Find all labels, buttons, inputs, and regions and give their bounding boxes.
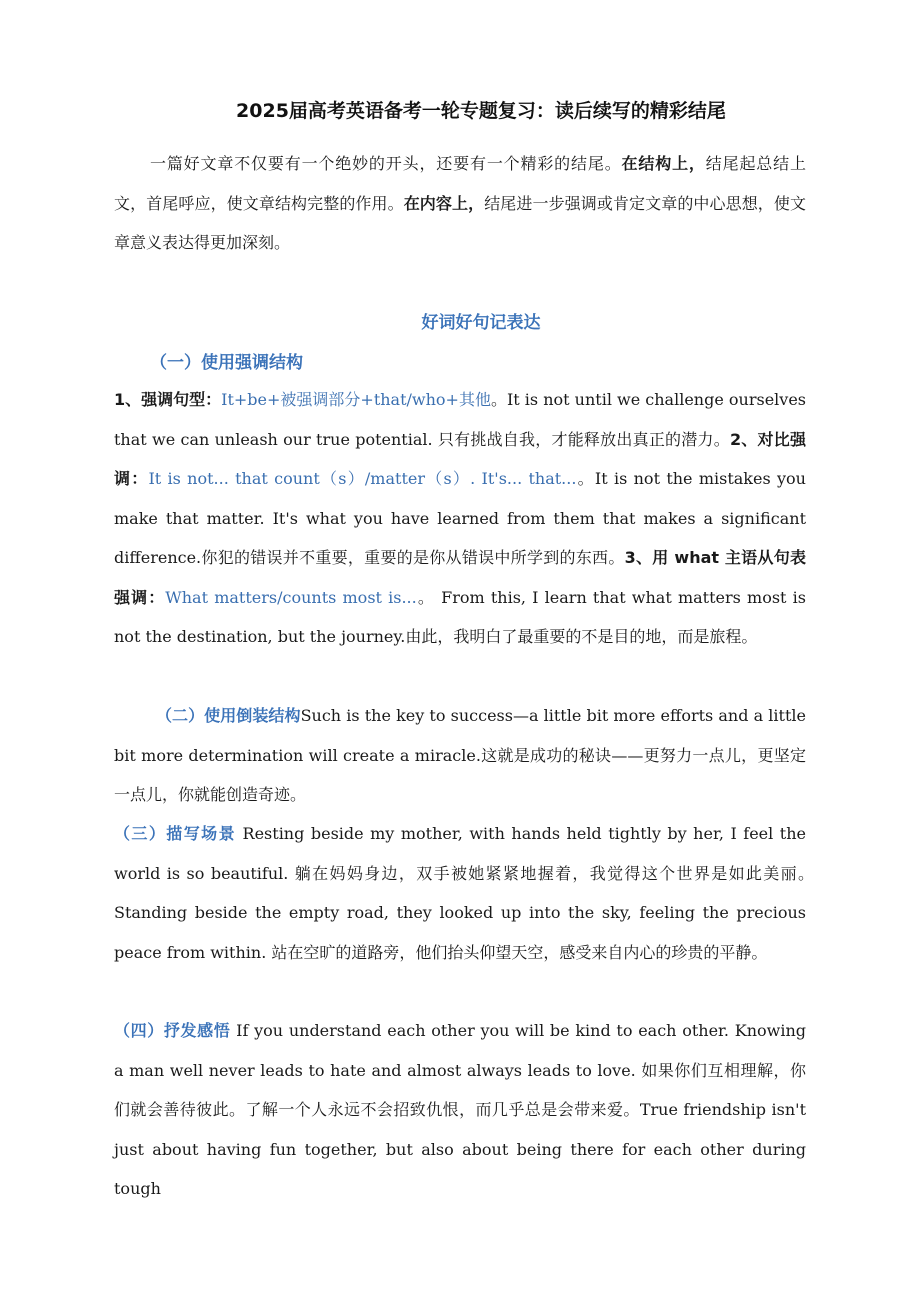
- inversion-paragraph: [114, 696, 806, 815]
- inversion-text: Such is the key to success—a little bit more efforts and a little bit more determination will create a miracle.这就是成功的秘诀——更努力一点儿，更坚定一点儿，你就能创造奇迹。: [114, 706, 806, 804]
- emphasis-label-1: 1、强调句型：: [114, 390, 222, 409]
- scene-text: Resting beside my mother, with hands held tightly by her, I feel the world is so beautiful. 躺在妈妈身边，双手被她紧紧地握着，我觉得这个世界是如此美丽。 Standing beside the empty road, they looked up into the sky, feeling the precious peace from within. 站在空旷的道路旁，他们抬头仰望天空，感受来自内心的珍贵的平静。: [114, 824, 823, 962]
- subheading-feelings: （四）抒发感悟: [114, 1021, 231, 1040]
- emphasis-label-3: 3、用 what 主语从句表强调：: [114, 548, 806, 607]
- section-heading: 好词好句记表达: [421, 313, 541, 333]
- document-title: 2025届高考英语备考一轮专题复习：读后续写的精彩结尾: [236, 100, 726, 122]
- emphasis-text-1: 。It is not until we challenge ourselves that we can unleash our true potential. 只有挑战自我，才能释放出真正的潜力。: [114, 390, 806, 449]
- emphasis-formula-2: It is not... that count（s）/matter（s）. It's... that...: [148, 469, 577, 488]
- emphasis-paragraph: [114, 380, 806, 657]
- subheading-inversion: （二）使用倒装结构: [156, 706, 301, 725]
- emphasis-formula-1: It+be+被强调部分+that/who+其他: [221, 390, 491, 409]
- emphasis-formula-3: What matters/counts most is...: [165, 587, 417, 607]
- intro-text-3: 结尾进一步强调或肯定文章的中心思想，使文章意义表达得更加深刻。: [114, 193, 806, 252]
- emphasis-text-3: 。 From this, I learn that what matters most is not the destination, but the journey.由此，我明白了最重要的不是目的地，而是旅程。: [114, 587, 806, 646]
- scene-paragraph: [114, 814, 823, 972]
- intro-text-1: 一篇好文章不仅要有一个绝妙的开头，还要有一个精彩的结尾。: [150, 154, 622, 173]
- intro-text-2: 结尾起总结上文，首尾呼应，使文章结构完整的作用。: [114, 154, 806, 213]
- subheading-emphasis: （一）使用强调结构: [150, 353, 303, 373]
- intro-paragraph: [114, 144, 806, 263]
- feelings-paragraph: [114, 1011, 806, 1209]
- intro-bold-structure: 在结构上，: [621, 154, 706, 173]
- subheading-scene: （三）描写场景: [114, 824, 237, 843]
- emphasis-text-2: 。It is not the mistakes you make that matter. It's what you have learned from them that makes a significant difference.你犯的错误并不重要，重要的是你从错误中所学到的东西。: [114, 469, 806, 567]
- emphasis-label-2: 2、对比强调：: [114, 429, 806, 488]
- feelings-text: If you understand each other you will be kind to each other. Knowing a man well never leads to hate and almost always leads to love. 如果你们互相理解，你们就会善待彼此。了解一个人永远不会招致仇恨，而几乎总是会带来爱。True friendship isn't just about having fun together, but also about being there for each other during tough: [114, 1021, 806, 1198]
- intro-bold-content: 在内容上，: [403, 193, 485, 213]
